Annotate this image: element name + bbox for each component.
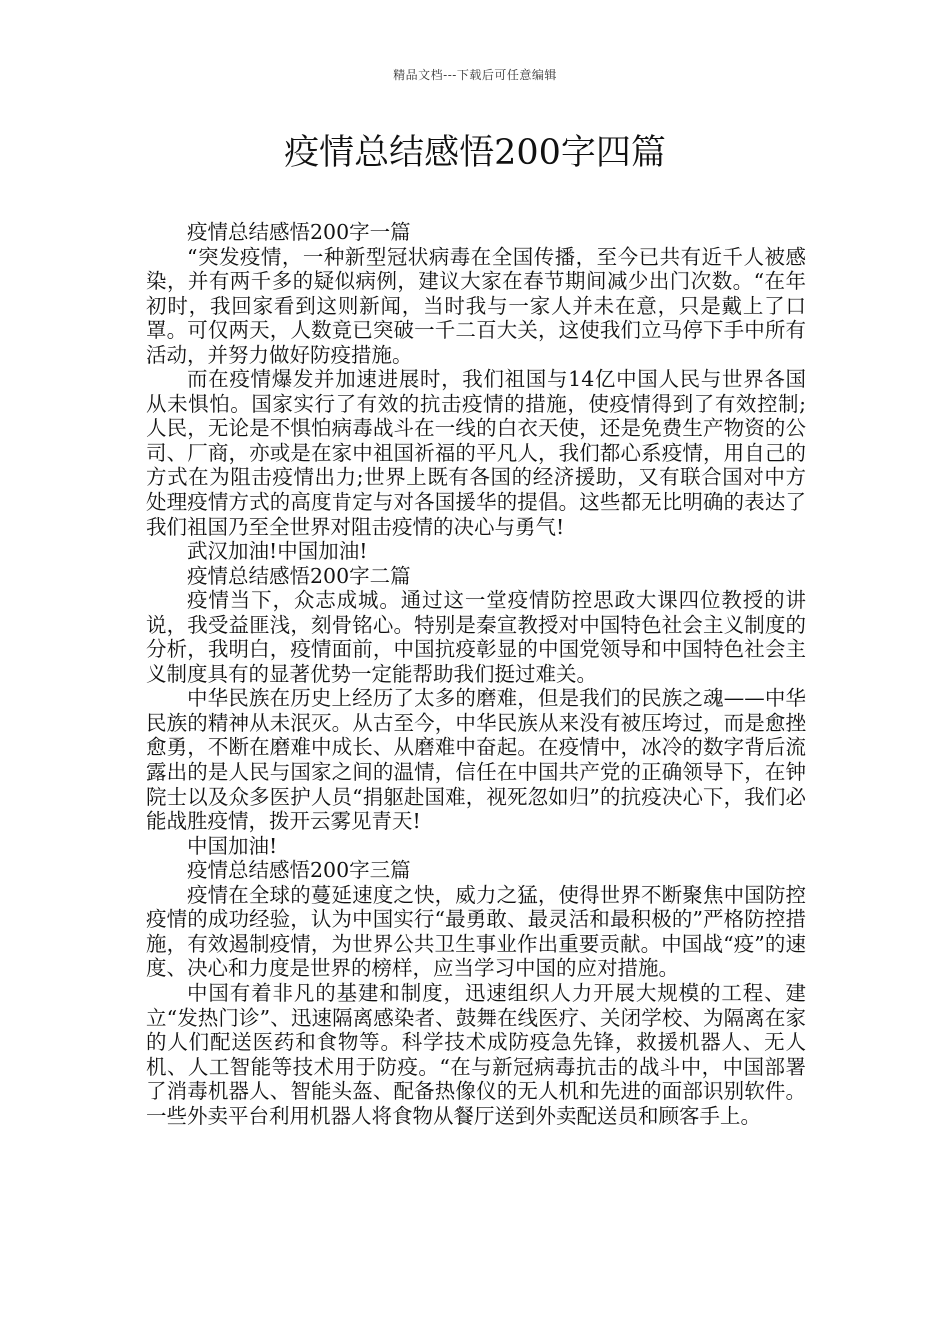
document-title: 疫情总结感悟200字四篇 (284, 133, 666, 173)
paragraph: 疫情在全球的蔓延速度之快，威力之猛，使得世界不断聚焦中国防控疫情的成功经验，认为中国实行“最勇敢、最灵活和最积极的”严格防控措施，有效遏制疫情，为世界公共卫生事业作出重要贡献。中国战“疫”的速度、决心和力度是世界的榜样，应当学习中国的应对措施。 (146, 882, 806, 981)
paragraph: 中国加油! (187, 833, 278, 858)
section-heading: 疫情总结感悟200字一篇 (187, 220, 411, 244)
paragraph: 中华民族在历史上经历了太多的磨难，但是我们的民族之魂——中华民族的精神从未泯灭。从古至今，中华民族从来没有被压垮过，而是愈挫愈勇，不断在磨难中成长、从磨难中奋起。在疫情中，冰冷的数字背后流露出的是人民与国家之间的温情，信任在中国共产党的正确领导下，在钟院士以及众多医护人员“捐躯赴国难，视死忽如归”的抗疫决心下，我们必能战胜疫情，拨开云雾见青天! (146, 686, 806, 834)
section-heading: 疫情总结感悟200字二篇 (187, 563, 411, 588)
paragraph: 疫情当下，众志成城。通过这一堂疫情防控思政大课四位教授的讲说，我受益匪浅，刻骨铭心。特别是秦宣教授对中国特色社会主义制度的分析，我明白，疫情面前，中国抗疫彰显的中国党领导和中国特色社会主义制度具有的显著优势一定能帮助我们挺过难关。 (146, 588, 806, 686)
document-body (146, 220, 806, 1128)
header-note: 精品文档---下载后可任意编辑 (393, 68, 557, 82)
section-heading: 疫情总结感悟200字三篇 (187, 858, 411, 883)
paragraph: 而在疫情爆发并加速进展时，我们祖国与14亿中国人民与世界各国从未惧怕。国家实行了有效的抗击疫情的措施，使疫情得到了有效控制;人民，无论是不惧怕病毒战斗在一线的白衣天使，还是免费生产物资的公司、厂商，亦或是在家中祖国祈福的平凡人，我们都心系疫情，用自己的方式在为阻击疫情出力;世界上既有各国的经济援助，又有联合国对中方处理疫情方式的高度肯定与对各国援华的提倡。这些都无比明确的表达了我们祖国乃至全世界对阻击疫情的决心与勇气! (146, 367, 806, 539)
paragraph: 武汉加油!中国加油! (187, 539, 368, 564)
paragraph: “突发疫情，一种新型冠状病毒在全国传播，至今已共有近千人被感染，并有两千多的疑似病例，建议大家在春节期间减少出门次数。“在年初时，我回家看到这则新闻，当时我与一家人并未在意，只是戴上了口罩。可仅两天，人数竟已突破一千二百大关，这使我们立马停下手中所有活动，并努力做好防疫措施。 (146, 244, 806, 367)
paragraph: 中国有着非凡的基建和制度，迅速组织人力开展大规模的工程、建立“发热门诊”、迅速隔离感染者、鼓舞在线医疗、关闭学校、为隔离在家的人们配送医药和食物等。科学技术成防疫急先锋，救援机器人、无人机、人工智能等技术用于防疫。“在与新冠病毒抗击的战斗中，中国部署了消毒机器人、智能头盔、配备热像仪的无人机和先进的面部识别软件。一些外卖平台利用机器人将食物从餐厅送到外卖配送员和顾客手上。 (146, 980, 806, 1128)
